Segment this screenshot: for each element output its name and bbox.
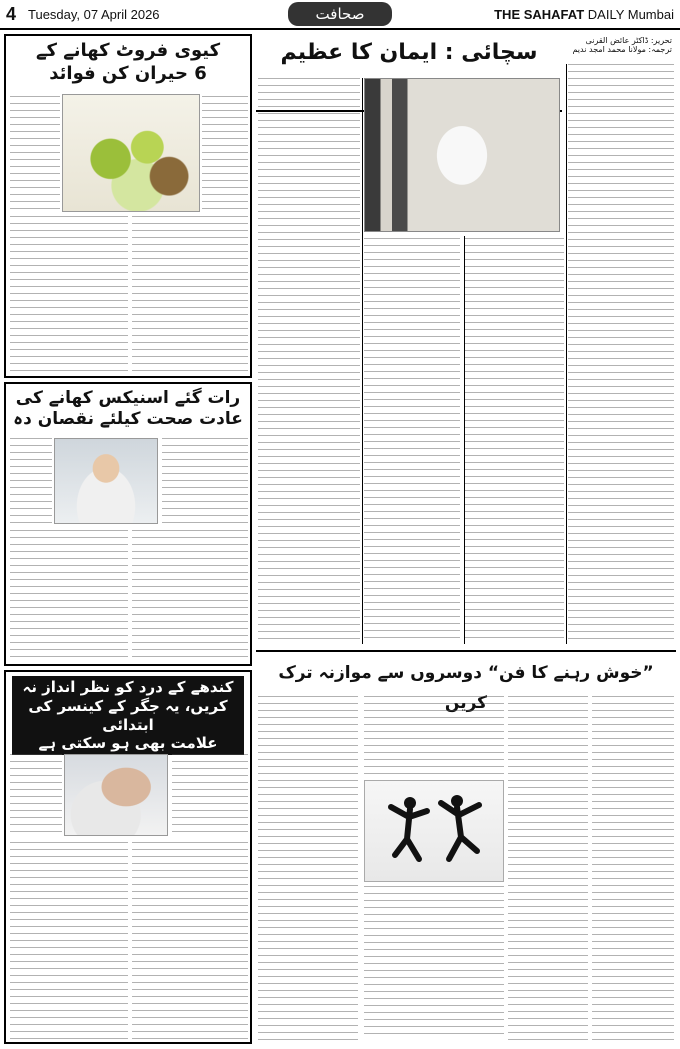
truth-article-title: سچائی : ایمان کا عظیم [256, 34, 562, 112]
byline-author: تحریر: ڈاکٹر عائض القرنی [585, 36, 672, 45]
kiwi-article-body-left [10, 96, 60, 212]
snacks-article [4, 382, 252, 666]
happy-body-col1 [258, 696, 358, 1040]
section-divider [256, 650, 676, 652]
snacks-article-body-left [10, 438, 52, 526]
jumping-silhouettes-icon [365, 781, 505, 883]
snacks-title-line2: عادت صحت کیلئے نقصان دہ [13, 409, 243, 430]
column-divider-2 [464, 236, 465, 644]
happy-article-title: ”خوش رہنے کا فن“ دوسروں سے موازنہ ترک کریں [278, 663, 654, 713]
snacks-article-body-right [162, 438, 248, 526]
truth-body-col-far-right [568, 64, 674, 644]
byline-translator: ترجمہ: مولانا محمد امجد ندیم [572, 45, 672, 54]
kiwi-article-body-col1 [10, 216, 128, 374]
column-divider-3 [566, 64, 567, 644]
truth-article [256, 34, 676, 646]
snacks-article-body-col2 [132, 530, 248, 662]
page-number: 4 [6, 4, 17, 24]
shoulder-title-line1: کندھے کے درد کو نظر انداز نہ [22, 678, 234, 696]
shoulder-article-body-col2 [132, 842, 248, 1040]
kiwi-article-body-right [202, 96, 248, 212]
shoulder-title-line2: کریں، یہ جگر کے کینسر کی ابتدائی [28, 696, 228, 734]
kiwi-article-body-col2 [132, 216, 248, 374]
page-header [0, 0, 680, 30]
snacks-article-body-col1 [10, 530, 128, 662]
kiwi-fruit-photo [62, 94, 200, 212]
shoulder-article-body-col1 [10, 842, 128, 1040]
kiwi-title-line2: 6 حیران کن فوائد [49, 62, 207, 84]
snacks-title-line1: رات گئے اسنیکس کھانے کی [15, 388, 241, 408]
shoulder-article [4, 670, 252, 1044]
paper-name [494, 7, 674, 22]
truth-body-col-right [464, 238, 564, 644]
issue-date: Tuesday, 07 April 2026 [28, 7, 160, 22]
woman-eating-snack-photo [54, 438, 158, 524]
shoulder-pain-photo [64, 754, 168, 836]
kiwi-article-title [6, 40, 250, 85]
jumping-people-photo [364, 780, 504, 882]
paper-name-rest: DAILY Mumbai [584, 7, 674, 22]
masthead-logo: صحافت [288, 2, 392, 26]
happy-body-col3 [508, 696, 588, 1040]
column-divider-1 [362, 78, 363, 644]
shoulder-article-body-left [10, 754, 62, 838]
truth-body-col-mid [364, 238, 460, 644]
paper-name-bold: THE SAHAFAT [494, 7, 585, 22]
kiwi-title-line1: کیوی فروٹ کھانے کے [35, 40, 221, 61]
truth-body-col-left [258, 78, 360, 644]
snacks-article-title [6, 388, 250, 431]
prayer-photo [364, 78, 560, 232]
kiwi-article [4, 34, 252, 378]
happy-body-col2-top [364, 696, 504, 776]
happy-body-col2-bottom [364, 886, 504, 1040]
truth-article-byline [568, 36, 672, 54]
shoulder-article-title [12, 676, 244, 755]
shoulder-title-line3: علامت بھی ہو سکتی ہے [38, 734, 218, 753]
shoulder-article-body-right [172, 754, 248, 838]
happy-body-col4 [592, 696, 674, 1040]
happy-article [256, 656, 676, 1044]
